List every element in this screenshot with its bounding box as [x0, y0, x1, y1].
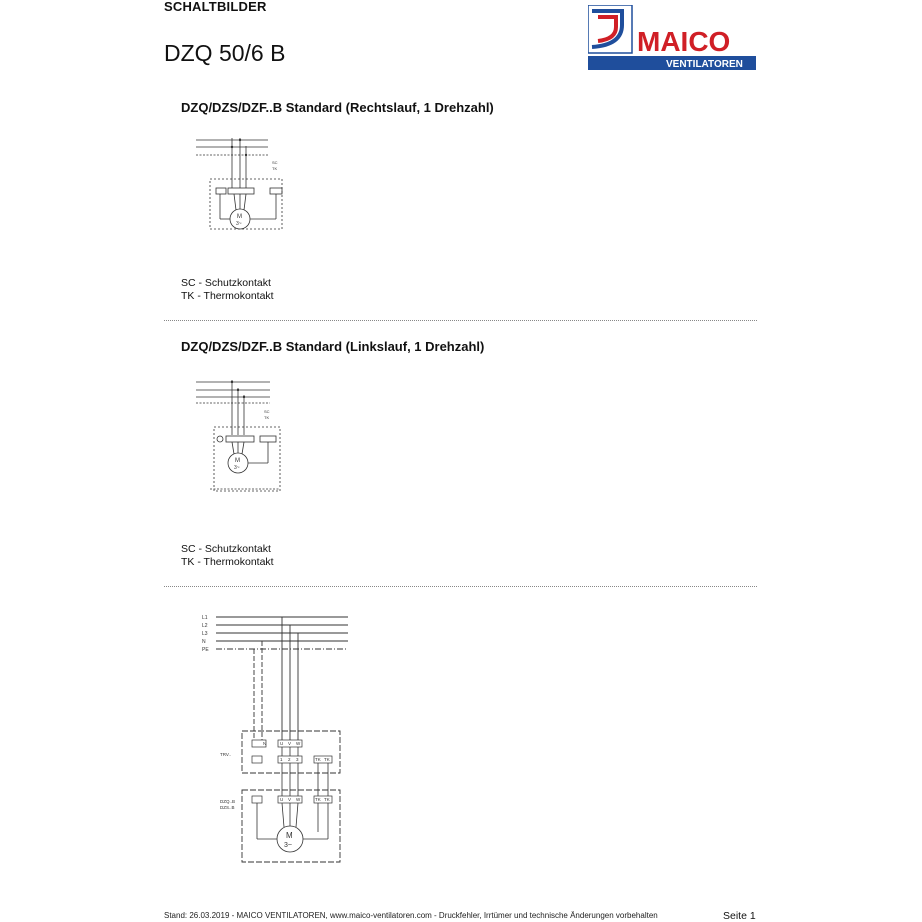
diagram1-schematic [190, 128, 290, 238]
logo-subtitle-text: VENTILATOREN [666, 59, 743, 70]
legend-tk: TK - Thermokontakt [181, 556, 274, 568]
line-label-l2: L2 [202, 623, 208, 629]
diagram2-legend [181, 543, 274, 569]
svg-text:SC: SC [264, 409, 270, 414]
page-number: Seite 1 [723, 910, 756, 922]
section-label: SCHALTBILDER [164, 0, 267, 14]
svg-text:SC: SC [272, 160, 278, 165]
motor-label: M [286, 831, 293, 840]
svg-text:M: M [235, 458, 240, 464]
svg-text:M: M [237, 214, 242, 220]
maico-logo [588, 5, 758, 71]
terminal-v: V [288, 741, 292, 746]
maico-logo-graphic [588, 5, 758, 71]
diagram2-svg [190, 373, 290, 493]
legend-sc: SC - Schutzkontakt [181, 277, 271, 289]
logo-brand-text: MAICO [637, 26, 731, 57]
svg-text:TK: TK [264, 415, 270, 420]
terminal-tk2-bottom: TK [324, 797, 330, 802]
terminal-n: N [263, 741, 267, 746]
legend-tk: TK - Thermokontakt [181, 290, 274, 302]
label-dzq: DZQ..B [220, 799, 236, 804]
diagram2-schematic [190, 373, 290, 493]
line-label-n: N [202, 639, 206, 645]
label-dzs: DZS..B [220, 805, 235, 810]
terminal-tk1-bottom: TK [315, 797, 321, 802]
svg-text:3~: 3~ [234, 465, 240, 471]
diagram2-heading: DZQ/DZS/DZF..B Standard (Linkslauf, 1 Drehzahl) [181, 339, 485, 354]
divider [164, 320, 757, 321]
terminal-v-bottom: V [288, 797, 292, 802]
diagram3-schematic [196, 610, 356, 865]
diagram1-legend [181, 277, 274, 303]
terminal-tk1: TK [315, 757, 321, 762]
terminal-3: 3 [296, 757, 299, 762]
label-trv: TRV.. [220, 752, 232, 757]
terminal-w: W [296, 741, 301, 746]
document-title: DZQ 50/6 B [164, 40, 286, 66]
line-label-l3: L3 [202, 631, 208, 637]
terminal-u: U [280, 741, 284, 746]
terminal-u-bottom: U [280, 797, 284, 802]
terminal-2: 2 [288, 757, 291, 762]
terminal-tk2: TK [324, 757, 330, 762]
divider [164, 586, 757, 587]
legend-sc: SC - Schutzkontakt [181, 543, 271, 555]
diagram3-svg [196, 610, 356, 865]
svg-text:TK: TK [272, 166, 278, 171]
terminal-w-bottom: W [296, 797, 301, 802]
line-label-l1: L1 [202, 615, 208, 621]
line-label-pe: PE [202, 647, 209, 653]
terminal-1: 1 [280, 757, 283, 762]
svg-text:3~: 3~ [236, 221, 242, 227]
diagram1-heading: DZQ/DZS/DZF..B Standard (Rechtslauf, 1 Drehzahl) [181, 100, 494, 115]
diagram1-svg [190, 128, 290, 238]
footer-note: Stand: 26.03.2019 - MAICO VENTILATOREN, www.maico-ventilatoren.com - Druckfehler, Irrtümer und technische Änderungen vorbehalten [164, 911, 658, 920]
motor-phase: 3~ [284, 842, 292, 849]
